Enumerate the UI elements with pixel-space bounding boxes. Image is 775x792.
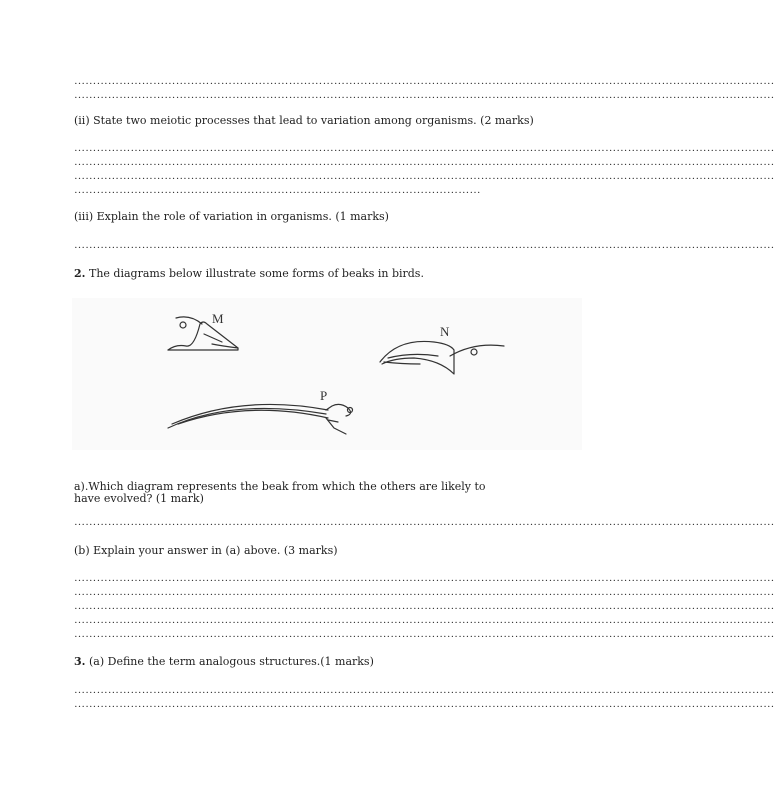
label-p: P (320, 388, 328, 403)
answer-line: …………………………………………………………………………………………………………………………………………………………………… (74, 698, 775, 710)
answer-line: …………………………………………………………………………………………………………………………………………………………………… (74, 170, 775, 182)
answer-line: …………………………………………………………………………………………………………………………………………………………………… (74, 572, 775, 584)
answer-line-short: ……………………………………………………………………………………………… (74, 184, 481, 196)
beak-diagram (72, 298, 582, 450)
question-number: 2. (74, 267, 86, 280)
answer-line: …………………………………………………………………………………………………………………………………………………………………… (74, 684, 775, 696)
answer-line: …………………………………………………………………………………………………………………………………………………………………… (74, 628, 775, 640)
question-text: (a) Define the term analogous structures.(1 marks) (88, 655, 374, 668)
question-2-a: a).Which diagram represents the beak from which the others are likely to have evolved? (1 mark) (74, 480, 486, 505)
answer-line: …………………………………………………………………………………………………………………………………………………………………… (74, 614, 775, 626)
answer-line: …………………………………………………………………………………………………………………………………………………………………… (74, 600, 775, 612)
answer-line: …………………………………………………………………………………………………………………………………………………………………… (74, 239, 775, 251)
beak-p-drawing (168, 404, 353, 434)
answer-line: …………………………………………………………………………………………………………………………………………………………………… (74, 75, 775, 87)
question-2-intro (74, 268, 534, 280)
question-number: 3. (74, 655, 86, 668)
answer-line: …………………………………………………………………………………………………………………………………………………………………… (74, 586, 775, 598)
question-1-ii: (ii) State two meiotic processes that lead to variation among organisms. (2 marks) (74, 114, 534, 127)
question-3-a (74, 656, 534, 668)
answer-line: …………………………………………………………………………………………………………………………………………………………………… (74, 516, 775, 528)
beak-m-drawing (168, 317, 238, 350)
answer-line: …………………………………………………………………………………………………………………………………………………………………… (74, 89, 775, 101)
question-1-iii: (iii) Explain the role of variation in organisms. (1 marks) (74, 210, 389, 223)
label-n: N (440, 324, 450, 339)
question-text: The diagrams below illustrate some forms of beaks in birds. (88, 267, 424, 280)
beak-n-drawing (380, 341, 504, 374)
answer-line: …………………………………………………………………………………………………………………………………………………………………… (74, 156, 775, 168)
answer-line: …………………………………………………………………………………………………………………………………………………………………… (74, 142, 775, 154)
label-m: M (212, 311, 224, 326)
question-2-b: (b) Explain your answer in (a) above. (3 marks) (74, 544, 338, 557)
